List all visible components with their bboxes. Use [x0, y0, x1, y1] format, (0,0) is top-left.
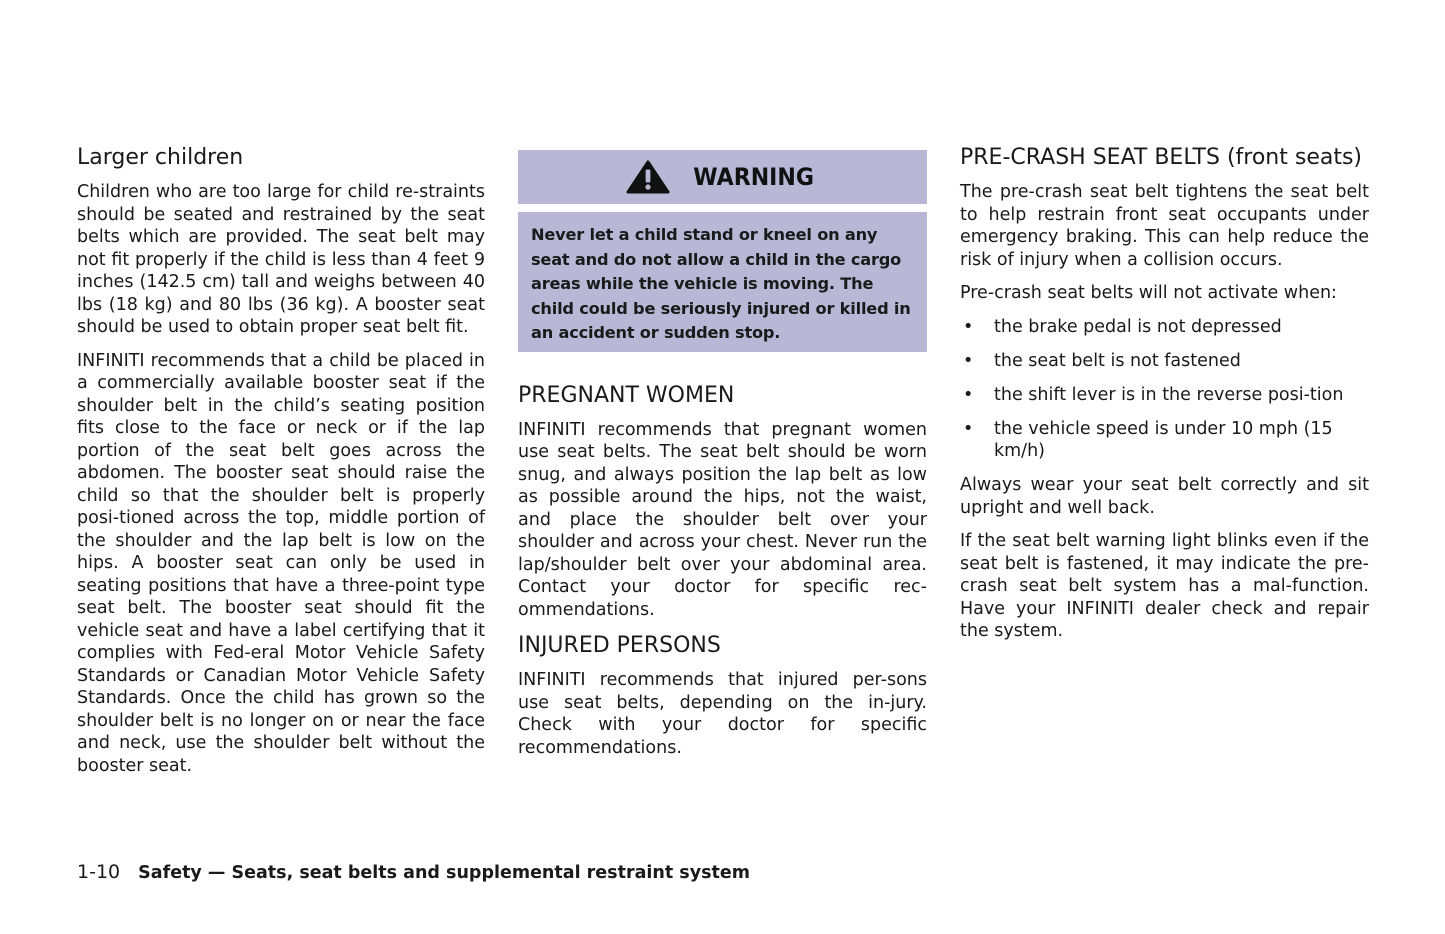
bullet-icon: •: [963, 418, 974, 439]
list-item-text: the vehicle speed is under 10 mph (15 km/h): [994, 418, 1333, 461]
list-item: [960, 418, 1369, 463]
warning-header: [518, 150, 927, 204]
list-item: [960, 350, 1369, 373]
heading-larger-children: Larger children: [77, 145, 244, 170]
warning-triangle-icon: [626, 160, 670, 194]
warning-title: WARNING: [693, 163, 814, 191]
list-item-text: the shift lever is in the reverse posi-tion: [994, 384, 1344, 405]
paragraph-pre-crash-1: The pre-crash seat belt tightens the seat belt to help restrain front seat occupants under emergency braking. This can help reduce the risk of injury when a collision occurs.: [960, 182, 1369, 270]
heading-pre-crash-seat-belts: PRE-CRASH SEAT BELTS (front seats): [960, 145, 1363, 170]
paragraph-pregnant-women: INFINITI recommends that pregnant women use seat belts. The seat belt should be worn snug, and always position the lap belt as low as possible around the hips, not the waist, and place the shoulder belt over your shoulder and across your chest. Never run the lap/shoulder belt over your abdominal area. Contact your doctor for specific rec-ommendations.: [518, 419, 927, 620]
heading-pregnant-women: PREGNANT WOMEN: [518, 382, 735, 408]
warning-body: [518, 212, 927, 352]
paragraph-pre-crash-4: If the seat belt warning light blinks even if the seat belt is fastened, it may indicate the pre-crash seat belt system has a mal-function. Have your INFINITI dealer check and repair the system.: [960, 531, 1369, 641]
bullet-icon: •: [963, 350, 974, 371]
bullet-icon: •: [963, 384, 974, 405]
section-title: Safety — Seats, seat belts and supplemental restraint system: [138, 863, 751, 883]
paragraph-larger-children-2: INFINITI recommends that a child be placed in a commercially available booster seat if the shoulder belt in the child’s seating position fits close to the face or neck or if the lap portion of the seat belt goes across the abdomen. The booster seat should raise the child so that the shoulder belt is properly posi-tioned across the top, middle portion of the shoulder and the lap belt is low on the hips. A booster seat can only be used in seating positions that have a three-point type seat belt. The booster seat should fit the vehicle seat and have a label certifying that it complies with Fed-eral Motor Vehicle Safety Standards or Canadian Motor Vehicle Safety Standards. Once the child has grown so the shoulder belt is no longer on or near the face and neck, use the shoulder belt without the booster seat.: [77, 350, 485, 776]
heading-injured-persons: INJURED PERSONS: [518, 633, 721, 659]
bullet-icon: •: [963, 316, 974, 337]
paragraph-injured-persons: INFINITI recommends that injured per-sons use seat belts, depending on the in-jury. Check with your doctor for specific recommendations.: [518, 670, 927, 758]
page-footer: [77, 860, 750, 885]
column-right: [960, 144, 1369, 654]
warning-text: Never let a child stand or kneel on any seat and do not allow a child in the cargo areas while the vehicle is moving. The child could be seriously injured or killed in an accident or sudden stop.: [531, 225, 911, 343]
paragraph-larger-children-1: Children who are too large for child re-straints should be seated and restrained by the seat belts which are provided. The seat belt may not fit properly if the child is less than 4 feet 9 inches (142.5 cm) tall and weighs between 40 lbs (18 kg) and 80 lbs (36 kg). A booster seat should be used to obtain proper seat belt fit.: [77, 182, 485, 337]
list-item: [960, 384, 1369, 407]
page-number: 1-10: [77, 861, 121, 883]
list-item: [960, 316, 1369, 339]
paragraph-pre-crash-3: Always wear your seat belt correctly and sit upright and well back.: [960, 475, 1369, 518]
list-item-text: the seat belt is not fastened: [994, 350, 1241, 371]
list-item-text: the brake pedal is not depressed: [994, 316, 1282, 337]
column-left: [77, 144, 485, 788]
column-middle: [518, 144, 927, 770]
paragraph-pre-crash-2: Pre-crash seat belts will not activate when:: [960, 283, 1337, 303]
activation-conditions-list: [960, 316, 1369, 463]
